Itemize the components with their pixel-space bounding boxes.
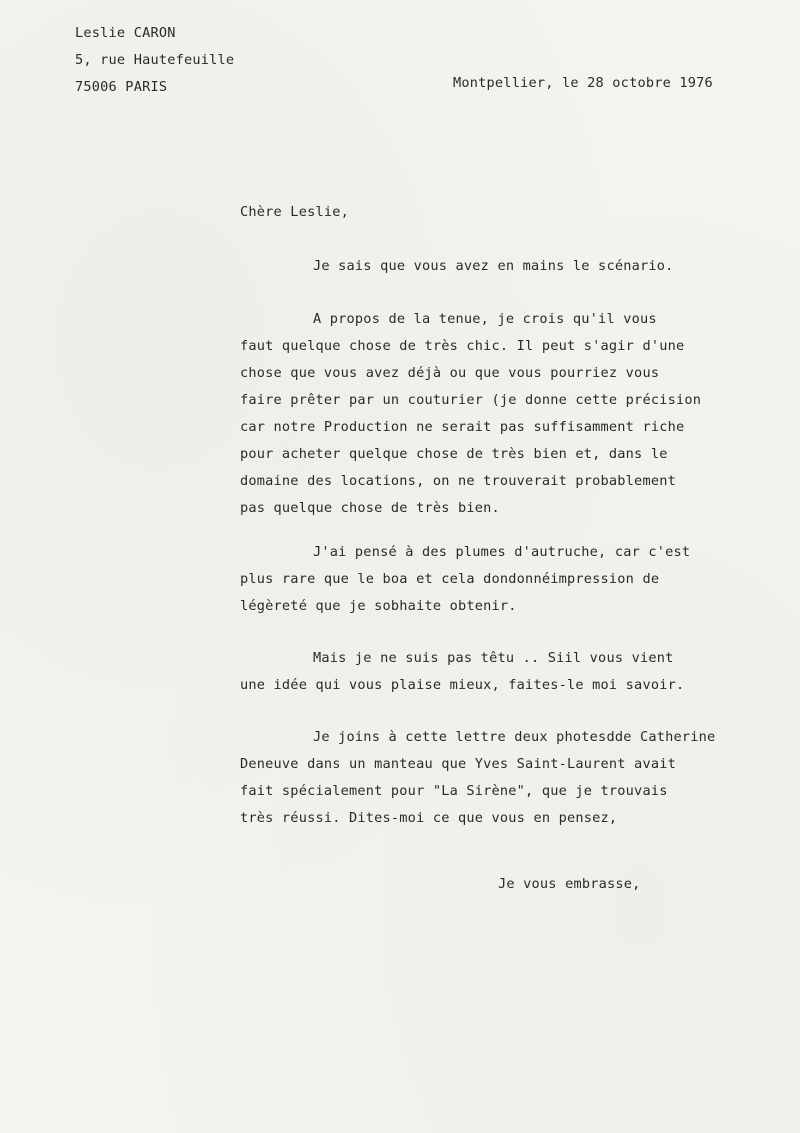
paragraph-3-line-2: plus rare que le boa et cela dondonnéimpression de: [240, 571, 660, 587]
paragraph-2-line-3: chose que vous avez déjà ou que vous pourriez vous: [240, 365, 660, 381]
paragraph-2-line-8: pas quelque chose de très bien.: [240, 500, 500, 516]
paragraph-3-line-1: J'ai pensé à des plumes d'autruche, car c'est: [313, 544, 691, 560]
paragraph-3-line-3: légèreté que je sobhaite obtenir.: [240, 598, 517, 614]
paragraph-2-line-6: pour acheter quelque chose de très bien et, dans le: [240, 446, 668, 462]
sender-street: 5, rue Hautefeuille: [75, 52, 235, 68]
sender-city: 75006 PARIS: [75, 79, 168, 95]
paragraph-4-line-2: une idée qui vous plaise mieux, faites-le moi savoir.: [240, 677, 685, 693]
paragraph-1-line-1: Je sais que vous avez en mains le scénario.: [313, 258, 674, 274]
paragraph-2-line-2: faut quelque chose de très chic. Il peut s'agir d'une: [240, 338, 685, 354]
date-line: Montpellier, le 28 octobre 1976: [453, 75, 713, 91]
salutation: Chère Leslie,: [240, 204, 349, 220]
paragraph-5-line-2: Deneuve dans un manteau que Yves Saint-Laurent avait: [240, 756, 676, 772]
paragraph-2-line-5: car notre Production ne serait pas suffisamment riche: [240, 419, 685, 435]
paragraph-2-line-1: A propos de la tenue, je crois qu'il vous: [313, 311, 657, 327]
paragraph-5-line-4: très réussi. Dites-moi ce que vous en pensez,: [240, 810, 618, 826]
paragraph-2-line-4: faire prêter par un couturier (je donne cette précision: [240, 392, 702, 408]
closing: Je vous embrasse,: [498, 876, 641, 892]
paragraph-2-line-7: domaine des locations, on ne trouverait probablement: [240, 473, 676, 489]
sender-name: Leslie CARON: [75, 25, 176, 41]
paragraph-5-line-1: Je joins à cette lettre deux photesdde Catherine: [313, 729, 716, 745]
paragraph-5-line-3: fait spécialement pour "La Sirène", que je trouvais: [240, 783, 668, 799]
paragraph-4-line-1: Mais je ne suis pas têtu .. Siil vous vient: [313, 650, 674, 666]
